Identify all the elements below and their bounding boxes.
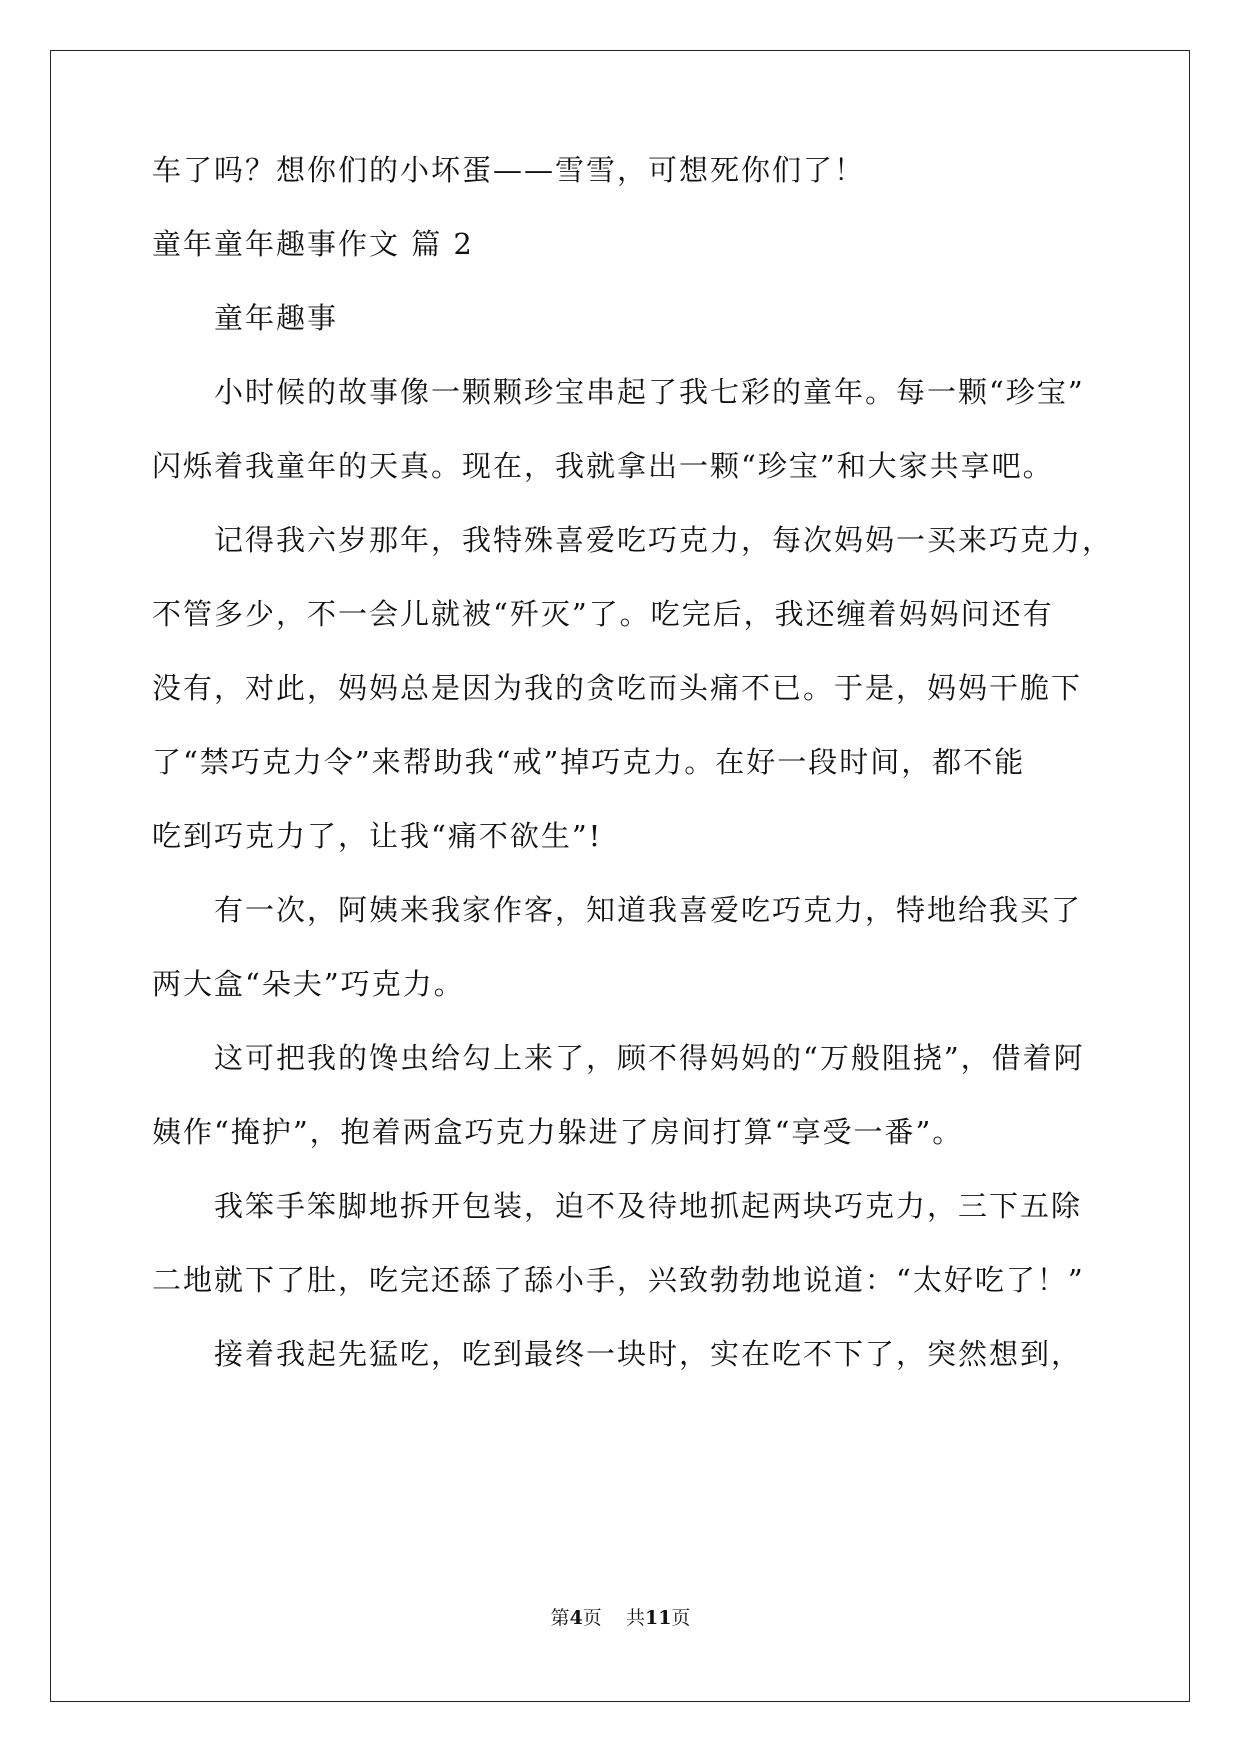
text-line-6: 记得我六岁那年，我特殊喜爱吃巧克力，每次妈妈一买来巧克力， (214, 523, 1114, 557)
text-line-15: 我笨手笨脚地拆开包装，迫不及待地抓起两块巧克力，三下五除 (214, 1189, 1083, 1223)
text-line-11: 有一次，阿姨来我家作客，知道我喜爱吃巧克力，特地给我买了 (214, 893, 1083, 927)
text-line-4: 小时候的故事像一颗颗珍宝串起了我七彩的童年。每一颗“珍宝” (214, 375, 1085, 409)
total-pages-number: 11 (644, 1607, 672, 1629)
text-line-10: 吃到巧克力了，让我“痛不欲生”! (152, 819, 603, 853)
text-line-17: 接着我起先猛吃，吃到最终一块时，实在吃不下了，突然想到， (214, 1337, 1083, 1371)
page-footer (0, 1606, 1241, 1630)
page-border (50, 50, 1190, 1702)
footer-prefix: 第 (550, 1607, 570, 1629)
current-page-number: 4 (569, 1607, 583, 1629)
text-line-7: 不管多少，不一会儿就被“歼灭”了。吃完后，我还缠着妈妈问还有 (152, 597, 1054, 631)
text-line-8: 没有，对此，妈妈总是因为我的贪吃而头痛不已。于是，妈妈干脆下 (152, 671, 1083, 705)
text-line-9: 了“禁巧克力令”来帮助我“戒”掉巧克力。在好一段时间，都不能 (152, 745, 1026, 779)
essay-title: 童年趣事 (214, 301, 339, 335)
text-line-1: 车了吗？想你们的小坏蛋——雪雪，可想死你们了！ (152, 153, 866, 187)
section-heading: 童年童年趣事作文 篇 2 (152, 227, 474, 261)
text-line-12: 两大盒“朵夫”巧克力。 (152, 967, 465, 1001)
footer-suffix: 页 (671, 1607, 691, 1629)
text-line-16: 二地就下了肚，吃完还舔了舔小手，兴致勃勃地说道：“太好吃了！” (152, 1263, 1085, 1297)
footer-middle: 页 共 (582, 1607, 645, 1629)
text-line-5: 闪烁着我童年的天真。现在，我就拿出一颗“珍宝”和大家共享吧。 (152, 449, 1054, 483)
text-line-14: 姨作“掩护”，抱着两盒巧克力躲进了房间打算“享受一番”。 (152, 1115, 964, 1149)
text-line-13: 这可把我的馋虫给勾上来了，顾不得妈妈的“万般阻挠”，借着阿 (214, 1041, 1085, 1075)
